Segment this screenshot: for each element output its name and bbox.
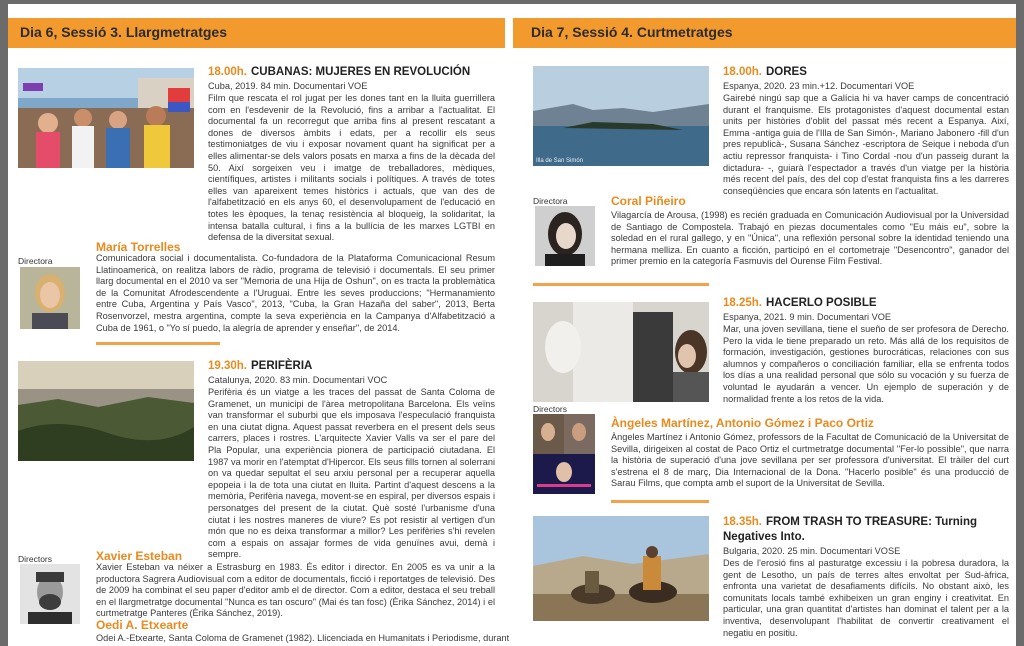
- cubanas-title: [208, 66, 470, 78]
- periferia-time: 19.30h.: [208, 360, 247, 372]
- hacerlo-posible-meta: Espanya, 2021. 9 min. Documentari VOE: [723, 312, 892, 322]
- left-separator-1: [96, 342, 220, 345]
- program-page: [8, 4, 1016, 646]
- trash-to-treasure-title-text: FROM TRASH TO TREASURE: Turning: [766, 516, 978, 528]
- directors-label-1: Directors: [18, 554, 53, 564]
- maria-torrelles-bio: Comunicadora social i documentalista. Co-fundadora de la Plataforma Comunicacional Resum Llatinoamericà, on realitza labors de ràdio, programa de televisió i documentals. El seu primer llarg documental en el 2010 va ser "Memoria de una Hija de Oshun", on es tracta la problemàtica de la Comunitat Afrodescendente a l'Uruguai. Entre les seves produccions; "Hermanamiento entre Cuba, Argentina y País Vasco", 2013, "Cuba, la Gran Hazaña del saber", 2013, Berta Rosenvorzel, mestra argentina, compte la seva experiència en la Campanya d'Alfabetització a Cuba de 1961, o "Yo sí puedo, la alegría de aprender y enseñar", de 2014.: [96, 253, 495, 333]
- dores-meta: Espanya, 2020. 23 min.+12. Documentari VOE: [723, 81, 915, 91]
- dores-photo-caption: Illa de San Simón: [536, 158, 584, 164]
- oedi-etxearte-bio: Odei A.-Etxearte, Santa Coloma de Gramenet (1982). Llicenciada en Humanitats i Periodisme, durant: [96, 633, 510, 643]
- cubanas-synopsis: Film que rescata el rol jugat per les dones tant en la lluita guerrillera com en l'esdevenir de la Revolució, fins a arribar a l'actualitat. El documental fa un recorregut que arriba fins al present rescatant a dones de diversos àmbits i edats, per a recollir els seus testimoniatges de viu i exposar novament quant ha significat per a elles alimentar-se dels valors posats en marxa a fins de la dècada del 50. Així sorgeixen veu i imatge de treballadores, mèdiques, científiques, artistes i militants socials i polítiques. A través de totes elles van apareixent temes històrics i actuals, que van des de l'alfabetització en els anys 60, el desenvolupament de l'educació en totes les èpoques, la tenaç resistència al bloqueig, la solidaritat, la intensa batalla cultural, i fins a la bullícia de les marxes LGTBI en defensa de la diversitat sexual.: [208, 93, 495, 243]
- hacerlo-posible-time: 18.25h.: [723, 297, 762, 309]
- dores-time: 18.00h.: [723, 66, 762, 78]
- dores-synopsis: Gairebé ningú sap que a Galícia hi va haver camps de concentració durant el franquisme. Els protagonistes d'aquest documental estan units per històries d'oblit del passat més recent a Espanya. Així, Emma -antiga guia de l'Illa de San Simón-, Mariano Jabonero -fill d'un pres republicà-, Susana Sánchez -escriptora de Seique i neboda d'un actiu repressor franquista- i Tino Cordal -nou d'un passeig durant la dictadura- -, guiarà l'espectador a través d'un viatge per la història més recent del país, des del cop d'estat franquista fins a les darreres conseqüències que encara són latents en l'actualitat.: [723, 93, 1009, 196]
- trash-to-treasure-meta: Bulgaria, 2020. 25 min. Documentari VOSE: [723, 546, 901, 556]
- dores-title-text: DORES: [766, 66, 807, 78]
- maria-torrelles-photo: [20, 267, 80, 329]
- day6-header: [8, 18, 505, 48]
- coral-pineiro-name: Coral Piñeiro: [611, 194, 686, 208]
- directora-label-2: Directora: [533, 196, 568, 206]
- xavier-esteban-name: Xavier Esteban: [96, 549, 183, 563]
- hacerlo-posible-directors-photo: [533, 414, 595, 494]
- cubanas-photo: [18, 68, 194, 168]
- dores-title: [723, 66, 807, 78]
- hacerlo-posible-title-text: HACERLO POSIBLE: [766, 297, 877, 309]
- day7-header-text: Dia 7, Sessió 4. Curtmetratges: [531, 24, 733, 40]
- hacerlo-posible-directors-bio: Àngeles Martínez i Antonio Gómez, professors de la Facultat de Comunicació de la Universitat de Sevilla, dirigeixen al costat de Paco Ortiz el curtmetratge documental "Fer-lo possible", que narra la història de superació d'una jove sevillana per ser professora d'universitat. El tràiler del curt s'estrena el 8 de març, Dia Internacional de la Dona. "Hacerlo posible" és una producció de Sarau Films, que compta amb el suport de la Universitat de Sevilla.: [611, 432, 1009, 489]
- trash-to-treasure-photo: [533, 516, 709, 621]
- coral-pineiro-bio: Vilagarcía de Arousa, (1998) es recién graduada en Comunicación Audiovisual por la Universidad de Santiago de Compostela. Trabajó en piezas documentales como "Eu máis eu", sobre la soledad en el rural gallego, y en "Única", una reflexión personal sobre la identidad teniendo una hermana melliza. En cuanto a ficción, participó en el cortometraje "Desencontro", ganador del primer premio en la categoría Fasmuvis del Ourense Film Festival.: [611, 210, 1009, 267]
- trash-to-treasure-synopsis: Des de l'erosió fins al pasturatge excessiu i la pobresa duradora, la gent de Lesotho, un país de terres altes envoltat per Sud-àfrica, enfronta una varietat de desafiaments difícils. No obstant això, les comunitats locals també exhibeixen un gran enginy i creativitat. En particular, una gran quantitat d'artistes han dominat el talent per a la inventiva, desenvolupant l'habilitat de convertir creativament el negatiu en positiu.: [723, 558, 1009, 638]
- cubanas-time: 18.00h.: [208, 66, 247, 78]
- oedi-etxearte-name: Oedi A. Etxearte: [96, 618, 189, 632]
- right-separator-1: [533, 283, 709, 286]
- periferia-synopsis: Perifèria és un viatge a les traces del passat de Santa Coloma de Gramenet, un municipi de l'àrea metropolitana Barcelona. Els veïns van transformar el suburbi que els imposava l'especulació franquista en una ciutat digna. Aquest passat reverbera en el present dels seus carrers, places i rostres. L'arquitecte Xavier Valls va ser el pare del Pla Popular, una experiència pionera de participació ciutadana. El 1987 va morir en l'atemptat d'Hipercor. Els seus fills tornen al solerrani on va quedar sepultat el seu arxiu personal per a recuperar aquella epopeia i la de tota una ciutat en lluita. Partint d'aquest descens a la memòria, Perifèria navega, movent-se en espiral, per diversos espais i personatges del present de la ciutat. Què sosté l'urbanisme d'una ciutat i les nostres maneres de viure? Es pot resistir al vertigen d'un món que no es deixa transformar a millor? Les perifèries s'hi revelen com a espais on assajar formes de vida genuïnes avui, demà i sempre.: [208, 387, 495, 560]
- periferia-photo: [18, 361, 194, 461]
- xavier-esteban-bio: Xavier Esteban va néixer a Estrasburg en 1983. És editor i director. En 2005 es va unir a la productora Sagrera Audiovisual com a editor de documentals, ficció i reportatges de televisió. Des de 2009 ha combinat el seu paper d'editor amb el de director. Com a editor, destaca el seu treball en el llargmetratge documental "Nunca es tan oscuro" (Mai és tan fosc) (Èrika Sánchez, 2014) i el curtmetratge Panteres (Èrika Sánchez, 2019).: [96, 562, 495, 619]
- trash-to-treasure-title: [723, 516, 977, 528]
- periferia-meta: Catalunya, 2020. 83 min. Documentari VOC: [208, 375, 388, 385]
- periferia-title: [208, 360, 312, 372]
- directors-label-2: Directors: [533, 404, 568, 414]
- hacerlo-posible-title: [723, 297, 877, 309]
- hacerlo-posible-photo: [533, 302, 709, 402]
- cubanas-title-text: CUBANAS: MUJERES EN REVOLUCIÓN: [251, 66, 471, 78]
- right-separator-2: [611, 500, 709, 503]
- day7-header: [513, 18, 1016, 48]
- coral-pineiro-photo: [535, 206, 595, 266]
- maria-torrelles-name: María Torrelles: [96, 240, 181, 254]
- directora-label-1: Directora: [18, 256, 53, 266]
- cubanas-meta: Cuba, 2019. 84 min. Documentari VOE: [208, 81, 368, 91]
- trash-to-treasure-time: 18.35h.: [723, 516, 762, 528]
- hacerlo-posible-directors-name: Àngeles Martínez, Antonio Gómez i Paco Ortiz: [611, 416, 874, 430]
- dores-photo: [533, 66, 709, 166]
- trash-to-treasure-title-line2: Negatives Into.: [723, 531, 805, 543]
- hacerlo-posible-synopsis: Mar, una joven sevillana, tiene el sueño de ser profesora de Derecho. Pero la vida le tiene preparado un reto. Más allá de los requisitos de formación, investigación, gestiones burocráticas, relaciones con sus alumnos y compañeros o conciliación familiar, ella se enfrenta todos los días a una realidad personal que sólo su vocación y su fuerza de voluntad le ayudarán a vencer. Un ejemplo de superación y de normalidad frente a los retos de la vida.: [723, 324, 1009, 404]
- xavier-esteban-photo: [20, 564, 80, 624]
- periferia-title-text: PERIFÈRIA: [251, 360, 313, 372]
- day6-header-text: Dia 6, Sessió 3. Llargmetratges: [20, 24, 227, 40]
